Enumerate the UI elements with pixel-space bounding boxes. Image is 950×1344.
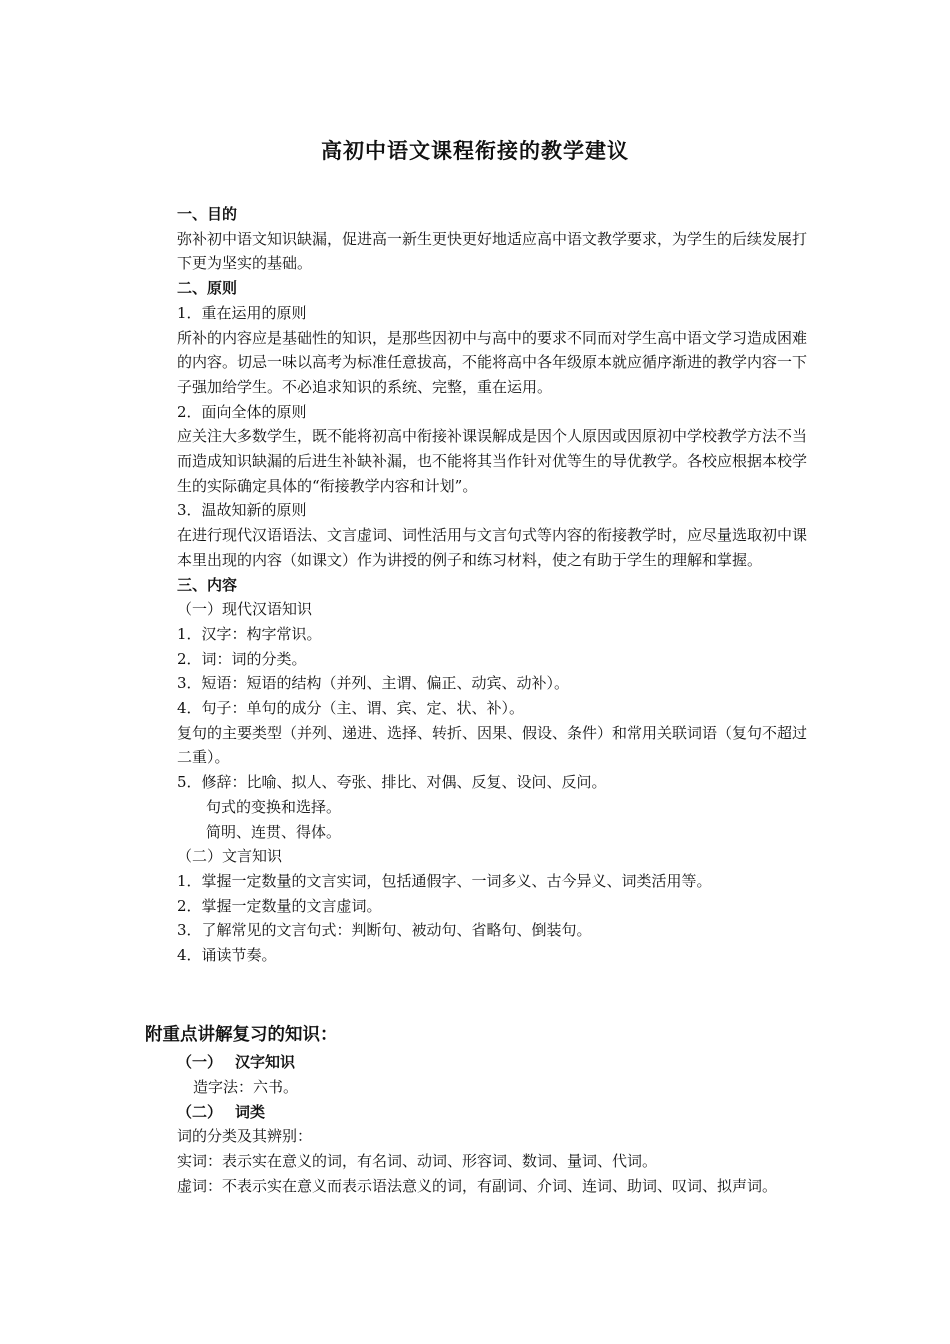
appendix-subheading-word-classes [145,1100,807,1125]
principle-1-text: 所补的内容应是基础性的知识，是那些因初中与高中的要求不同而对学生高中语文学习造成困难的内容。切忌一味以高考为标准任意拔高，不能将高中各年级原本就应循序渐进的教学内容一下子强加给学生。不必追求知识的系统、完整，重在运用。 [177,328,808,396]
list-item: 1．掌握一定数量的文言实词，包括通假字、一词多义、古今异义、词类活用等。 [177,871,712,890]
list-item: 2．词：词的分类。 [177,649,307,668]
section-heading-content: 三、内容 [177,575,238,594]
purpose-paragraph: 弥补初中语文知识缺漏，促进高一新生更快更好地适应高中语文教学要求，为学生的后续发展打下更为坚实的基础。 [177,229,808,273]
appendix-subheading-number: （二） [177,1102,223,1121]
appendix-title: 附重点讲解复习的知识： [145,1025,338,1045]
appendix-content-words: 实词：表示实在意义的词，有名词、动词、形容词、数词、量词、代词。 [177,1152,658,1171]
appendix-subheading-number: （一） [177,1053,223,1071]
appendix-subheading-label: 词类 [235,1102,266,1121]
appendix-subheading-label: 汉字知识 [235,1053,296,1071]
principle-1-title: 1．重在运用的原则 [177,303,307,322]
section-heading-principles: 二、原则 [177,279,238,298]
list-subitem: 句式的变换和选择。 [206,797,342,816]
section-heading-purpose: 一、目的 [177,205,238,223]
document-body [145,202,807,968]
list-item: 3．短语：短语的结构（并列、主谓、偏正、动宾、动补）。 [177,674,570,693]
appendix-characters-text: 造字法：六书。 [193,1077,299,1096]
appendix-function-words: 虚词：不表示实在意义而表示语法意义的词，有副词、介词、连词、助词、叹词、拟声词。 [177,1176,778,1195]
principle-3-title: 3．温故知新的原则 [177,501,307,520]
list-item: 1．汉字：构字常识。 [177,624,322,643]
principle-2-text: 应关注大多数学生，既不能将初高中衔接补课误解成是因个人原因或因原初中学校教学方法不当而造成知识缺漏的后进生补缺补漏，也不能将其当作针对优等生的导优教学。各校应根据本校学生的实际确定具体的“衔接教学内容和计划”。 [177,427,808,495]
complex-sentence-paragraph: 复句的主要类型（并列、递进、选择、转折、因果、假设、条件）和常用关联词语（复句不超过二重）。 [177,723,808,767]
list-item: 4．句子：单句的成分（主、谓、宾、定、状、补）。 [177,699,525,718]
list-item: 3．了解常见的文言句式：判断句、被动句、省略句、倒装句。 [177,921,592,940]
list-item: 2．掌握一定数量的文言虚词。 [177,896,382,915]
appendix-subheading-characters [145,1050,807,1075]
list-item: 5．修辞：比喻、拟人、夸张、排比、对偶、反复、设问、反问。 [177,773,607,792]
document-title: 高初中语文课程衔接的教学建议 [321,139,629,163]
appendix [145,1022,807,1199]
content-subheading-classical-chinese: （二）文言知识 [177,847,283,866]
list-item: 4．诵读节奏。 [177,946,277,965]
principle-3-text: 在进行现代汉语语法、文言虚词、词性活用与文言句式等内容的衔接教学时，应尽量选取初中课本里出现的内容（如课文）作为讲授的例子和练习材料，使之有助于学生的理解和掌握。 [177,526,808,569]
principle-2-title: 2．面向全体的原则 [177,402,307,421]
appendix-word-classes-intro: 词的分类及其辨别： [177,1127,313,1146]
content-subheading-modern-chinese: （一）现代汉语知识 [177,600,313,619]
list-subitem: 简明、连贯、得体。 [206,822,342,841]
